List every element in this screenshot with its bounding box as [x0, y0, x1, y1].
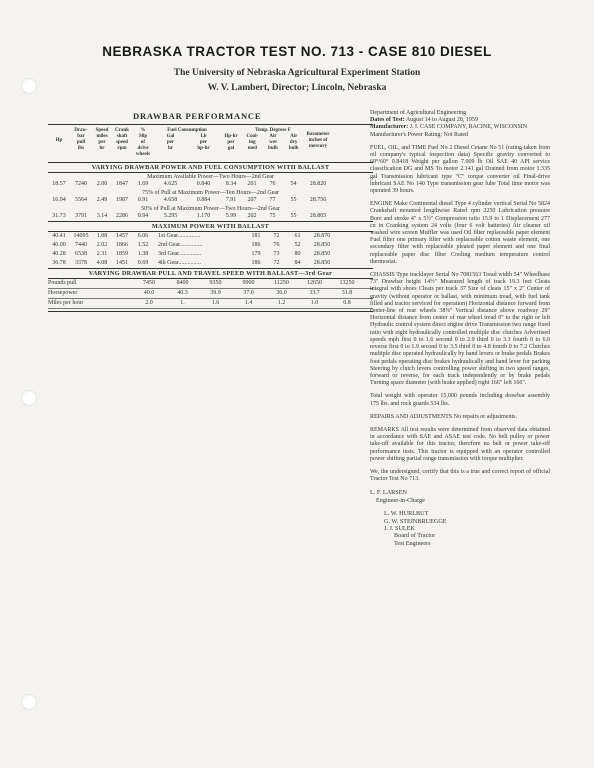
table-row: Miles per hour 2.0 1. 1.6 1.4 1.2 1.0 0.8 [48, 299, 373, 309]
binder-hole-middle [21, 390, 37, 406]
col-temp-group: Temp. Degrees F Cool- ing med Air wet bulb Air dry bulb [246, 128, 299, 151]
chassis-paragraph: CHASSIS Type tracklayer Serial No 7081563 Tread width 54" Wheelbase 73" Drawbar height 14½" Measured length of track 19.3 feet Cleats integral with shoes Cleats per track 37 Size of cleats 15" x 2" Center of gravity (without operator or ballast, with minimum tread, with fuel tank filled and tractor serviced for operation) Horizontal distance forward from center-line of rear wheels 38⅝" Vertical distance above roadway 29" Horizontal distance from center of rear wheel tread 0" to the right or left Hydraulic control system direct engine drive Transmission two range fixed ratio with eight hydraulically controlled multiple disc clutches Advertised speeds mph first 0 to 1.6 second 0 to 2.9 third 0 to 3.3 fourth 0 to 6.0 reverse first 0 to 1.9 second 0 to 3.5 third 0 to 4.8 fourth 0 to 7.2 Clutches multiple disc operated hydraulically by hand levers or brake pedals Brakes foot pedals operating disc brakes hydraulically and hand lever for parking Steering by clutch levers controlling power shifting in two speed ranges, forward or reverse, for each track independently or by brake pedals Turning space diameter (with brake applied) right 166" left 166". [370, 272, 550, 387]
board-member: L. W. HURLBUT [384, 510, 429, 518]
signer-title: Engineer-in-Charge [376, 496, 425, 504]
certification-paragraph: We, the undersigned, certify that this is a true and correct report of official Tractor Test No 713. [370, 468, 550, 483]
table-row: 16.94 5564 2.49 1987 0.91 4.658 0.884 7.91 207 77 55 28.756 [52, 197, 327, 203]
col-hphr: Hp-hr per gal [224, 134, 238, 151]
board-title: Test Engineers [394, 539, 431, 547]
col-barometer: Barometer inches of mercury [306, 132, 330, 149]
table-header [48, 124, 373, 163]
test-details-column [370, 110, 550, 547]
table-row: Horsepower 40.0 40.3 39.9 37.0 36.0 33.7 31.8 [48, 289, 373, 299]
col-fuel-group: Fuel Consumption Gal per hr Lb per hp-hr [166, 128, 210, 151]
table-row: 36.78 3378 4.08 1451 0.69 4th Gear............... 186 72 84 28.850 [52, 260, 331, 266]
condition-max-power: Maximum Available Power—Two Hours—2nd Gear [147, 174, 274, 180]
remarks-paragraph: REMARKS All test results were determined from observed data obtained in accordance with SAE and ASAE test code. No belt pulley or power take-off available for this tractor, therefore no belt or power take-off performance tests. This tractor is equipped with an operator controlled power shifting partial range transmission with torque multiplier. [370, 426, 550, 462]
dates-line: Dates of Test: August 14 to August 28, 1959 [370, 117, 478, 124]
table-row: 31.73 3791 3.14 2286 0.94 5.295 1.170 5.99 202 75 55 28.805 [52, 213, 327, 219]
binder-hole-bottom [21, 694, 37, 710]
col-speed: Speed miles per hr [95, 128, 109, 151]
col-drawbar: Draw- bar pull lbs [74, 128, 88, 151]
total-weight-paragraph: Total weight with operator 15,000 pounds including drawbar assembly 175 lbs. and rock guards 534 lbs. [370, 393, 550, 407]
drawbar-performance-table [48, 124, 373, 312]
col-crank: Crank shaft speed rpm [115, 128, 129, 151]
director-subtitle: W. V. Lambert, Director; Lincoln, Nebraska [207, 83, 387, 93]
table-row: 40.00 7440 2.02 1866 1.52 2nd Gear............... 186 76 52 28.850 [52, 242, 331, 248]
manufacturer-line: Manufacturer: J. I. CASE COMPANY, RACINE, WISCONSIN [370, 124, 528, 131]
section-max-power: MAXIMUM POWER WITH BALLAST [48, 221, 373, 232]
power-rating-line: Manufacturer's Power Rating: Not Rated [370, 131, 469, 138]
engine-paragraph: ENGINE Make Continental diesel Type 4 cylinder vertical Serial No 5824 Crankshaft mounted lengthwise Rated rpm 2250 Lubrication pressure Bore and stroke 4" x 5½" Compression ratio 15.9 to 1 Displacement 277 cu in Cranking system 24 volts (four 6 volt batteries) Air cleaner oil washed wire screen Muffler was used Oil filter replaceable paper element Fuel filter one primary filter with replaceable cotton waste element, one secondary filter with replaceable pleated paper element and one final replaceable paper disc filter Cooling medium temperature control thermostat. [370, 201, 550, 265]
table-row: 40.41 14095 1.08 1457 6.06 1st Gear............... 181 72 61 28.870 [52, 233, 331, 239]
col-slip: % Slip of drive wheels [135, 128, 151, 157]
fuel-oil-time-paragraph: FUEL, OIL, and TIME Fuel No 2 Diesel Cetane No 51 (rating taken from oil company's typical inspection data) Specific gravity converted to 60°/60° 0.8418 Weight per gallon 7.009 lb Oil SAE 40 API service classification DG and MS To motor 2.141 gal Drained from motor 1.335 gal Transmission lubricant type "C" torque converter oil Final-drive lubricant SAE No 140 Type transmission gear lube Total time motor was operated 39 hours. [370, 144, 550, 195]
signer-name: L. F. LARSEN [370, 489, 407, 497]
col-hp: Hp [55, 138, 63, 143]
repairs-paragraph: REPAIRS AND ADJUSTMENTS No repairs or adjustments. [370, 413, 517, 420]
table-row: 40.28 6538 2.31 1859 1.38 3rd Gear............... 179 73 80 28.850 [52, 251, 331, 257]
table-row: 18.57 7240 2.00 1847 1.69 4.625 0.840 8.34 201 76 54 28.820 [52, 181, 327, 187]
section-varying-power: VARYING DRAWBAR POWER AND FUEL CONSUMPTION WITH BALLAST [48, 163, 373, 173]
department-line: Department of Agricultural Engineering [370, 110, 467, 116]
board-title: Board of Tractor [394, 532, 436, 540]
table-bottom-rule [48, 311, 373, 312]
drawbar-heading: DRAWBAR PERFORMANCE [133, 111, 262, 121]
table-row: Pounds pull 7450 8400 9350 9900 11250 12650 13250 [48, 279, 373, 289]
condition-50-percent: 50% of Pull at Maximum Power—Two Hours—2nd Gear [141, 206, 280, 212]
section-varying-pull: VARYING DRAWBAR PULL AND TRAVEL SPEED WITH BALLAST—3rd Gear [48, 268, 373, 279]
board-member: J. J. SULEK [384, 524, 415, 532]
signatures [370, 489, 550, 547]
station-subtitle: The University of Nebraska Agricultural Experiment Station [173, 68, 421, 78]
board-member: G. W. STEINBRUEGGE [384, 517, 447, 525]
condition-75-percent: 75% of Pull at Maximum Power—Ten Hours—2nd Gear [141, 190, 280, 196]
page-title: NEBRASKA TRACTOR TEST NO. 713 - CASE 810 DIESEL [102, 44, 492, 59]
